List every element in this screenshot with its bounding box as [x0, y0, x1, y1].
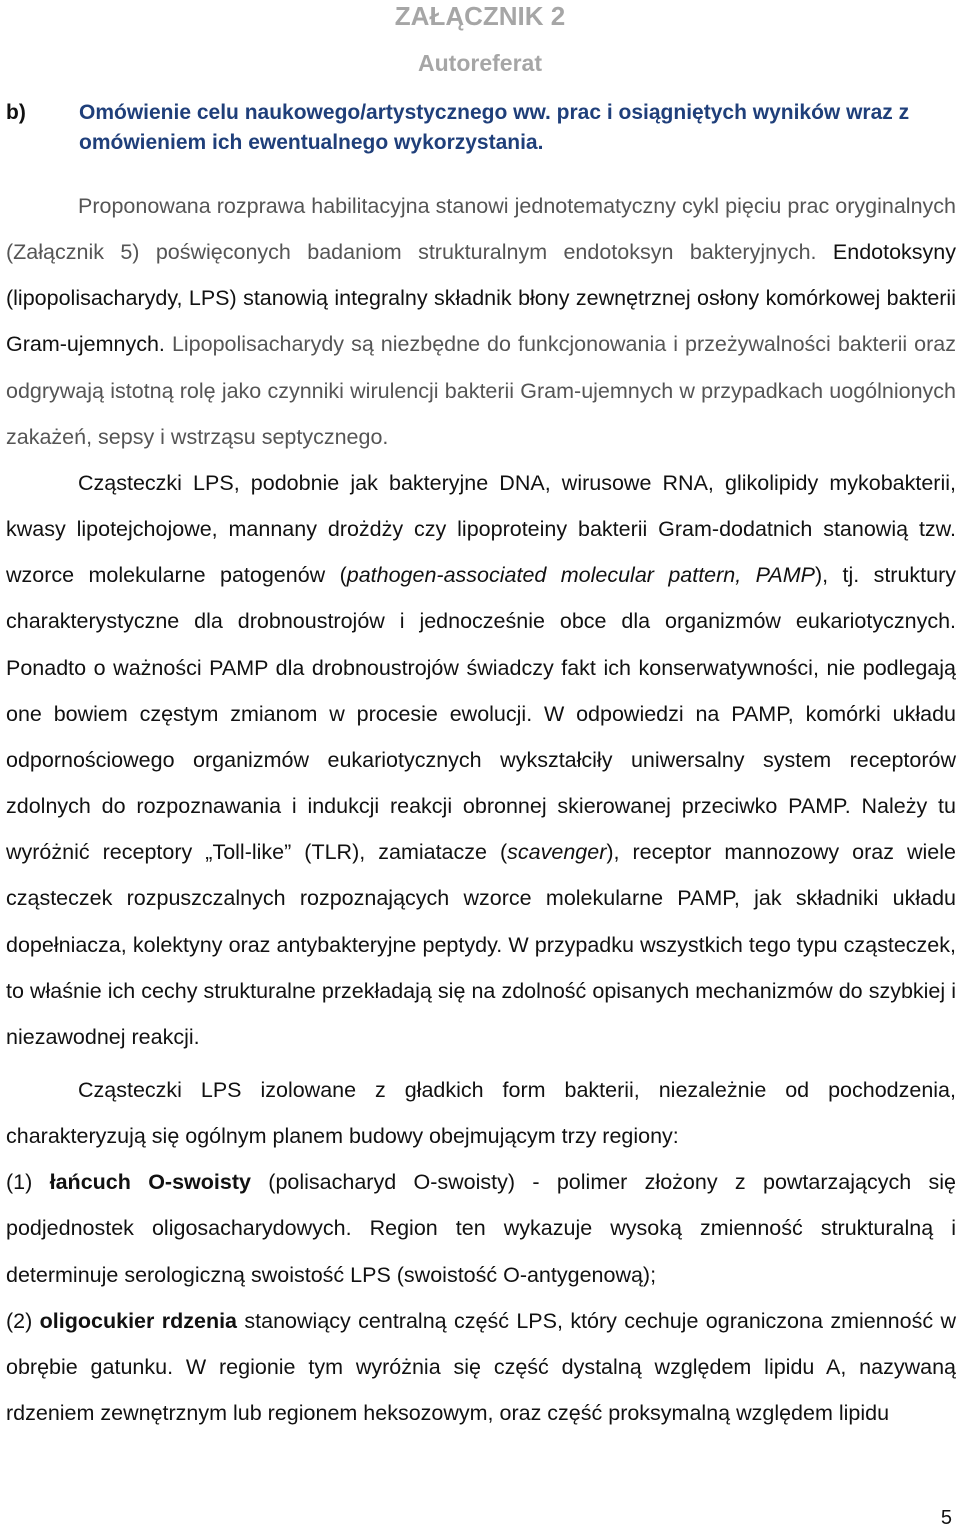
- section-heading: [6, 98, 956, 162]
- list-item-term: łańcuch O-swoisty: [49, 1170, 251, 1195]
- list-item-number: (2): [6, 1308, 33, 1333]
- document-body: [6, 183, 956, 1436]
- page-header-title: ZAŁĄCZNIK 2: [394, 1, 566, 31]
- pamp-italic-term: pathogen-associated molecular pattern, PAMP: [346, 563, 815, 588]
- pamp-text-c: ), receptor mannozowy oraz wiele cząsteczek rozpuszczalnych rozpoznających wzorce molekularne PAMP, jak składniki układu dopełniacza, kolektyny oraz antybakteryjne peptydy. W przypadku wszystkich tego typu cząsteczek, to właśnie ich cechy strukturalne przekładają się na zdolność opisanych mechanizmów do szybkiej i niezawodnej reakcji.: [6, 840, 956, 1049]
- list-item-core: [6, 1298, 956, 1436]
- list-item-number: (1): [6, 1170, 33, 1195]
- intro-sentence-1: Proponowana rozprawa habilitacyjna stanowi jednotematyczny cykl pięciu prac oryginalnych (Załącznik 5) poświęconych badaniom strukturalnym endotoksyn bakteryjnych.: [6, 194, 956, 265]
- paragraph-pamp: [6, 460, 956, 1060]
- section-title: Omówienie celu naukowego/artystycznego ww. prac i osiągniętych wyników wraz z omówieniem ich ewentualnego wykorzystania.: [79, 101, 910, 154]
- list-item-o-chain: [6, 1159, 956, 1297]
- pamp-text-a: Cząsteczki LPS, podobnie jak bakteryjne DNA, wirusowe RNA, glikolipidy mykobakterii, kwasy lipotejchojowe, mannany drożdży czy lipoproteiny bakterii Gram-dodatnich stanowią tzw. wzorce molekularne patogenów (: [6, 470, 956, 588]
- page-number: 5: [940, 1507, 952, 1529]
- list-item-description: (polisacharyd O-swoisty) - polimer złożony z powtarzających się podjednostek oligosacharydowych. Region ten wykazuje wysoką zmienność strukturalną i determinuje serologiczną swoistość LPS (swoistość O-antygenową);: [6, 1170, 956, 1287]
- paragraph-intro: [6, 183, 956, 460]
- intro-sentence-2: Endotoksyny (lipopolisacharydy, LPS) stanowią integralny składnik błony zewnętrznej osłony komórkowej bakterii Gram-ujemnych.: [6, 240, 956, 357]
- list-item-term: oligocukier rdzenia: [39, 1308, 238, 1333]
- paragraph-lps-regions: Cząsteczki LPS izolowane z gładkich form bakterii, niezależnie od pochodzenia, charakteryzują się ogólnym planem budowy obejmującym trzy regiony:: [6, 1077, 956, 1149]
- page-header-subtitle: Autoreferat: [418, 50, 542, 76]
- intro-sentence-3: Lipopolisacharydy są niezbędne do funkcjonowania i przeżywalności bakterii oraz odgrywają istotną rolę jako czynniki wirulencji bakterii Gram-ujemnych w przypadkach uogólnionych zakażeń, sepsy i wstrząsu septycznego.: [6, 332, 956, 449]
- scavenger-italic-term: scavenger: [507, 840, 607, 865]
- section-marker: b): [6, 101, 26, 124]
- list-item-description: stanowiący centralną część LPS, który cechuje ograniczona zmienność w obrębie gatunku. W regionie tym wyróżnia się część dystalną względem lipidu A, nazywaną rdzeniem zewnętrznym lub regionem heksozowym, oraz część proksymalną względem lipidu: [6, 1308, 956, 1426]
- pamp-text-b: ), tj. struktury charakterystyczne dla drobnoustrojów i jednocześnie obce dla organizmów eukariotycznych. Ponadto o ważności PAMP dla drobnoustrojów świadczy fakt ich konserwatywności, nie podlegają one bowiem częstym zmianom w procesie ewolucji. W odpowiedzi na PAMP, komórki układu odpornościowego organizmów eukariotycznych wykształciły uniwersalny system receptorów zdolnych do rozpoznawania i indukcji reakcji obronnej skierowanej przeciwko PAMP. Należy tu wyróżnić receptory „Toll-like” (TLR), zamiatacze (: [6, 563, 957, 865]
